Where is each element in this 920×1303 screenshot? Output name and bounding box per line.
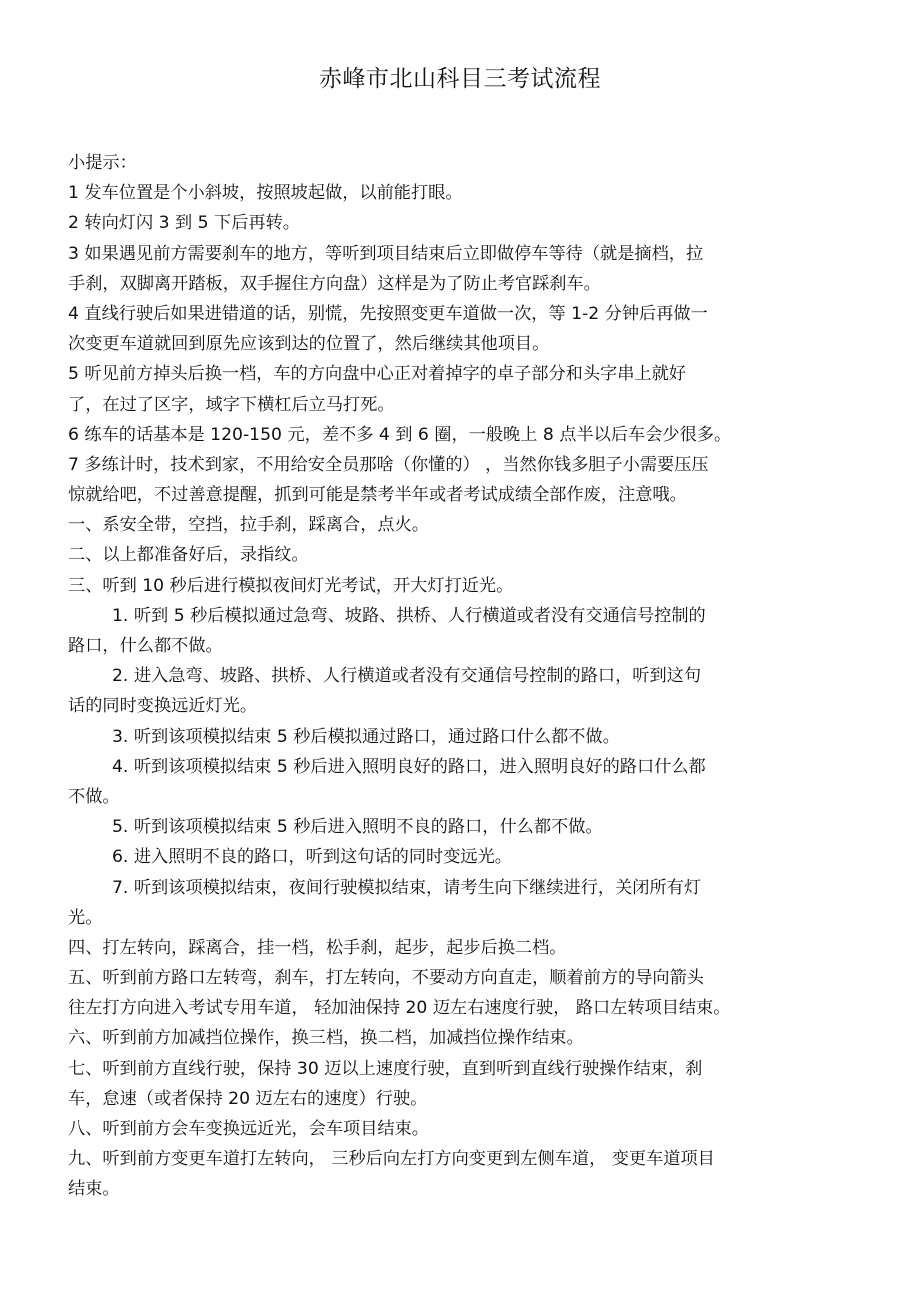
step-9-cont: 结束。: [68, 1179, 120, 1200]
substep-5: 5. 听到该项模拟结束 5 秒后进入照明不良的路口，什么都不做。: [112, 817, 603, 838]
tip-5-cont: 了，在过了区字，域字下横杠后立马打死。: [68, 394, 395, 415]
substep-4-cont: 不做。: [68, 786, 120, 807]
step-2: 二、以上都准备好后，录指纹。: [68, 545, 309, 566]
substep-6: 6. 进入照明不良的路口，听到这句话的同时变远光。: [112, 847, 512, 868]
step-8: 八、听到前方会车变换远近光，会车项目结束。: [68, 1119, 429, 1139]
step-7: 七、听到前方直线行驶，保持 30 迈以上速度行驶，直到听到直线行驶操作结束，刹: [68, 1058, 703, 1079]
substep-7: 7. 听到该项模拟结束，夜间行驶模拟结束，请考生向下继续进行，关闭所有灯: [112, 877, 702, 898]
document-body: [68, 148, 868, 1205]
substep-1: 1. 听到 5 秒后模拟通过急弯、坡路、拱桥、人行横道或者没有交通信号控制的: [112, 605, 706, 626]
tip-4-cont: 次变更车道就回到原先应该到达的位置了，然后继续其他项目。: [68, 334, 550, 355]
substep-1-cont: 路口，什么都不做。: [68, 636, 223, 656]
substep-3: 3. 听到该项模拟结束 5 秒后模拟通过路口，通过路口什么都不做。: [112, 726, 620, 747]
tip-3-cont: 手刹，双脚离开踏板，双手握住方向盘）这样是为了防止考官踩刹车。: [68, 273, 601, 294]
step-5-cont: 往左打方向进入考试专用车道， 轻加油保持 20 迈左右速度行驶， 路口左转项目结束。: [68, 998, 731, 1019]
tip-7: 7 多练计时，技术到家，不用给安全员那啥（你懂的） ，当然你钱多胆子小需要压压: [68, 454, 709, 475]
tip-7-cont: 惊就给吧，不过善意提醒，抓到可能是禁考半年或者考试成绩全部作废，注意哦。: [68, 485, 687, 506]
tip-1: 1 发车位置是个小斜坡，按照坡起做，以前能打眼。: [68, 183, 463, 204]
step-7-cont: 车，怠速（或者保持 20 迈左右的速度）行驶。: [68, 1088, 428, 1109]
substep-2-cont: 话的同时变换远近灯光。: [68, 696, 258, 717]
tip-6: 6 练车的话基本是 120-150 元，差不多 4 到 6 圈，一般晚上 8 点半以后车会少很多。: [68, 424, 732, 445]
step-5: 五、听到前方路口左转弯，刹车，打左转向，不要动方向直走，顺着前方的导向箭头: [68, 968, 704, 989]
step-4: 四、打左转向，踩离合，挂一档，松手刹，起步，起步后换二档。: [68, 937, 567, 958]
tips-heading: 小提示：: [68, 153, 137, 173]
substep-2: 2. 进入急弯、坡路、拱桥、人行横道或者没有交通信号控制的路口，听到这句: [112, 666, 702, 687]
step-9: 九、听到前方变更车道打左转向， 三秒后向左打方向变更到左侧车道， 变更车道项目: [68, 1149, 715, 1170]
step-3: 三、听到 10 秒后进行模拟夜间灯光考试，开大灯打近光。: [68, 575, 514, 596]
substep-7-cont: 光。: [68, 907, 103, 928]
substep-4: 4. 听到该项模拟结束 5 秒后进入照明良好的路口，进入照明良好的路口什么都: [112, 756, 706, 777]
tip-3: 3 如果遇见前方需要刹车的地方，等听到项目结束后立即做停车等待（就是摘档，拉: [68, 243, 704, 264]
step-6: 六、听到前方加减挡位操作，换三档，换二档，加减挡位操作结束。: [68, 1028, 584, 1049]
document-title: 赤峰市北山科目三考试流程: [319, 66, 601, 92]
tip-5: 5 听见前方掉头后换一档，车的方向盘中心正对着掉字的卓子部分和头字串上就好: [68, 364, 686, 385]
step-1: 一、系安全带，空挡，拉手刹，踩离合，点火。: [68, 515, 429, 536]
tip-4: 4 直线行驶后如果进错道的话，别慌，先按照变更车道做一次，等 1-2 分钟后再做一: [68, 303, 708, 324]
tip-2: 2 转向灯闪 3 到 5 下后再转。: [68, 213, 300, 234]
